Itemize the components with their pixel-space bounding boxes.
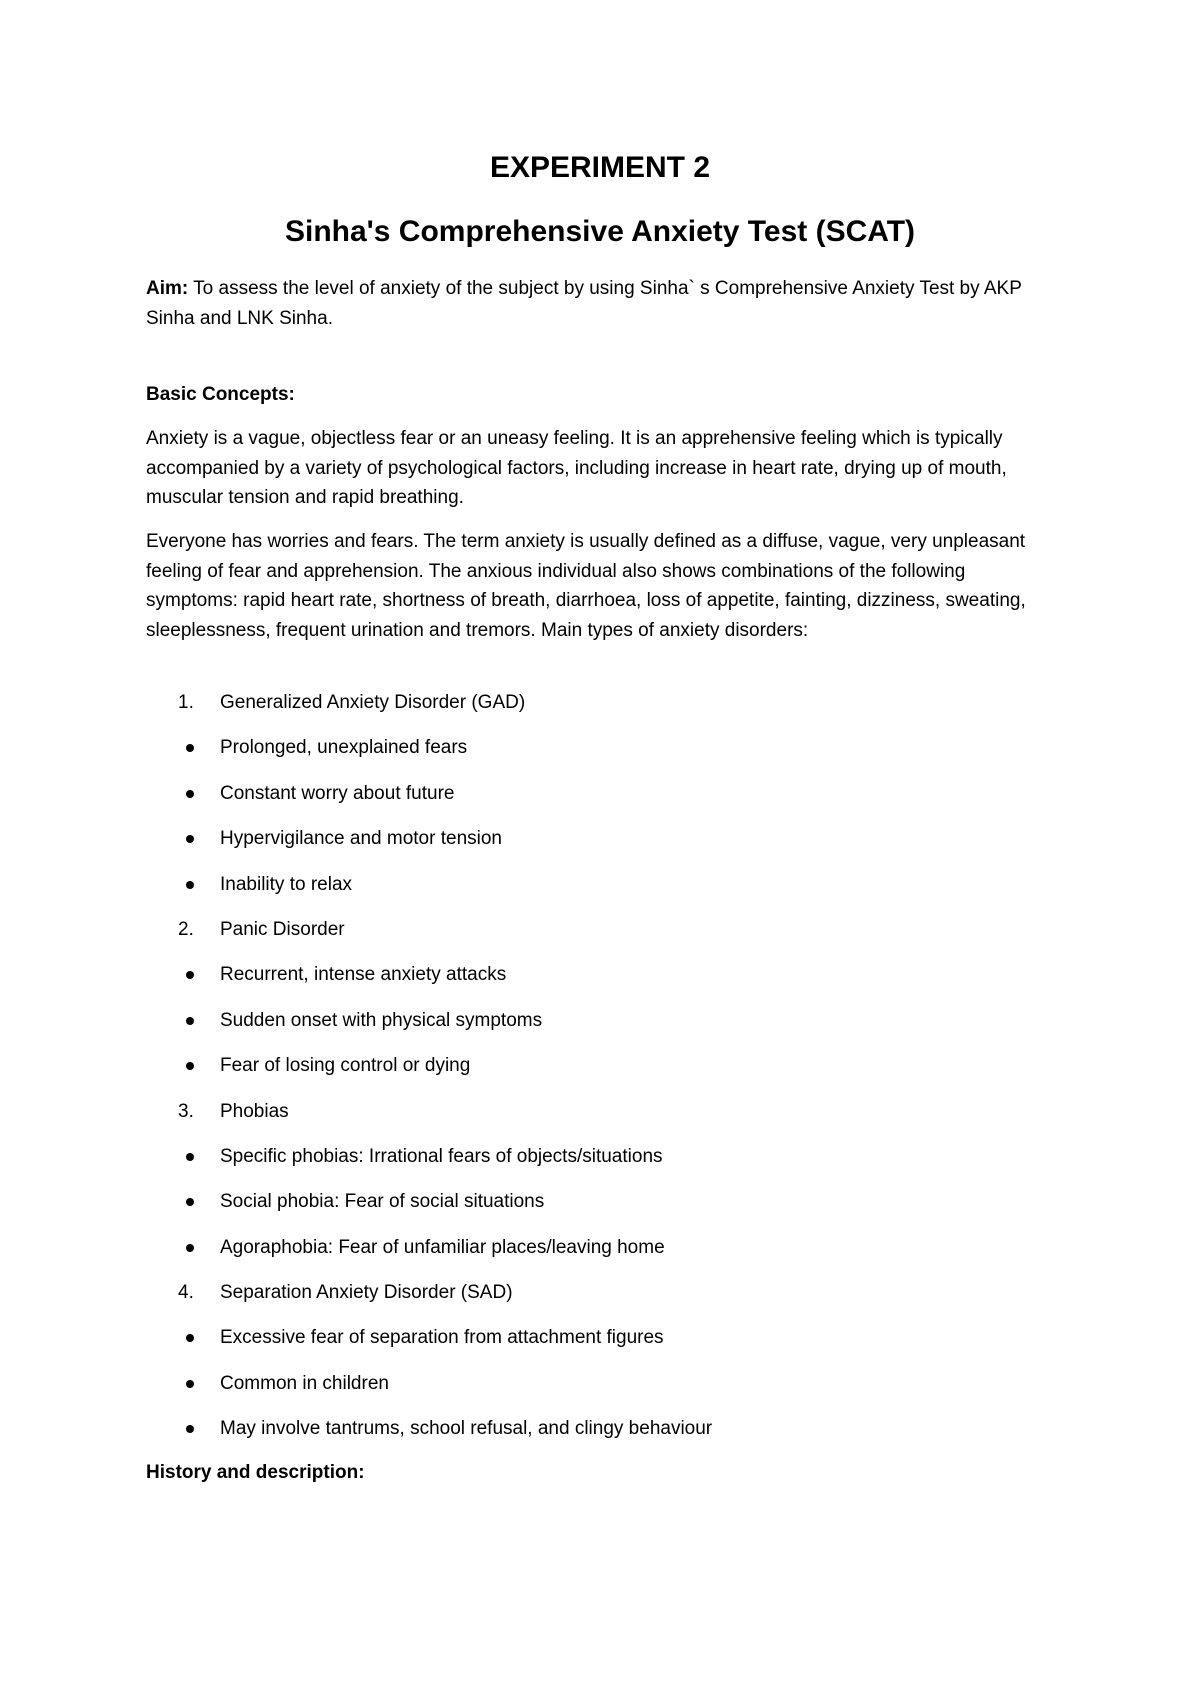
history-heading: History and description:	[146, 1462, 365, 1483]
bullet-item	[146, 962, 1046, 1007]
aim-text: To assess the level of anxiety of the subject by using Sinha` s Comprehensive Anxiety Test by AKP Sinha and LNK Sinha.	[146, 278, 1022, 329]
bullet-dot-icon	[186, 1153, 194, 1161]
bullet-dot-icon	[186, 1334, 194, 1342]
bullet-dot-icon	[186, 835, 194, 843]
bullet-dot-icon	[186, 1425, 194, 1433]
list-item-text: Agoraphobia: Fear of unfamiliar places/leaving home	[220, 1236, 665, 1258]
list-item-text: May involve tantrums, school refusal, and clingy behaviour	[220, 1418, 713, 1440]
list-item-text: Recurrent, intense anxiety attacks	[220, 964, 507, 986]
bullet-dot-icon	[186, 790, 194, 798]
experiment-title: EXPERIMENT 2	[489, 151, 711, 184]
list-item-text: Sudden onset with physical symptoms	[220, 1009, 543, 1031]
list-item-text: Specific phobias: Irrational fears of objects/situations	[220, 1145, 663, 1167]
list-item-text: Common in children	[220, 1372, 389, 1394]
list-item-text: Phobias	[220, 1100, 289, 1122]
list-number: 1.	[178, 692, 194, 713]
list-item-text: Hypervigilance and motor tension	[220, 828, 502, 850]
bullet-item	[146, 781, 1046, 826]
numbered-item	[146, 690, 1046, 735]
list-item-text: Generalized Anxiety Disorder (GAD)	[220, 692, 526, 713]
bullet-item	[146, 1416, 1046, 1461]
bullet-item	[146, 872, 1046, 917]
bullet-dot-icon	[186, 881, 194, 889]
bullet-dot-icon	[186, 1017, 194, 1025]
list-item-text: Social phobia: Fear of social situations	[220, 1191, 545, 1213]
anxiety-paragraph: Anxiety is a vague, objectless fear or an uneasy feeling. It is an apprehensive feeling which is typically accompanied by a variety of psychological factors, including increase in heart rate, drying up of mouth, muscular tension and rapid breathing.	[146, 428, 1007, 508]
bullet-item	[146, 1144, 1046, 1189]
list-item-text: Separation Anxiety Disorder (SAD)	[220, 1282, 513, 1304]
bullet-dot-icon	[186, 1062, 194, 1070]
bullet-dot-icon	[186, 1244, 194, 1252]
bullet-dot-icon	[186, 1198, 194, 1206]
everyone-paragraph: Everyone has worries and fears. The term anxiety is usually defined as a diffuse, vague, very unpleasant feeling of fear and apprehension. The anxious individual also shows combinations of the following symptoms: rapid heart rate, shortness of breath, diarrhoea, loss of appetite, fainting, dizziness, sweating, sleeplessness, frequent urination and tremors. Main types of anxiety disorders:	[146, 531, 1026, 641]
bullet-item	[146, 1053, 1046, 1098]
list-item-text: Inability to relax	[220, 873, 353, 895]
list-item-text: Constant worry about future	[220, 782, 455, 804]
bullet-item	[146, 735, 1046, 780]
bullet-item	[146, 1371, 1046, 1416]
basic-concepts-heading: Basic Concepts:	[146, 384, 295, 405]
list-number: 4.	[178, 1282, 194, 1304]
test-title: Sinha's Comprehensive Anxiety Test (SCAT)	[284, 215, 916, 248]
aim-paragraph	[146, 274, 1046, 333]
bullet-item	[146, 1235, 1046, 1280]
list-item-text: Prolonged, unexplained fears	[220, 737, 468, 759]
bullet-dot-icon	[186, 1380, 194, 1388]
list-number: 2.	[178, 918, 194, 940]
anxiety-disorders-list	[146, 690, 1046, 1462]
list-item-text: Fear of losing control or dying	[220, 1055, 471, 1077]
aim-label: Aim:	[146, 278, 189, 299]
bullet-item	[146, 826, 1046, 871]
bullet-dot-icon	[186, 744, 194, 752]
bullet-item	[146, 1325, 1046, 1370]
numbered-item	[146, 1099, 1046, 1144]
bullet-item	[146, 1189, 1046, 1234]
list-item-text: Excessive fear of separation from attachment figures	[220, 1327, 664, 1349]
bullet-item	[146, 1008, 1046, 1053]
numbered-item	[146, 1280, 1046, 1325]
numbered-item	[146, 917, 1046, 962]
bullet-dot-icon	[186, 971, 194, 979]
list-item-text: Panic Disorder	[220, 918, 345, 940]
list-number: 3.	[178, 1100, 194, 1122]
